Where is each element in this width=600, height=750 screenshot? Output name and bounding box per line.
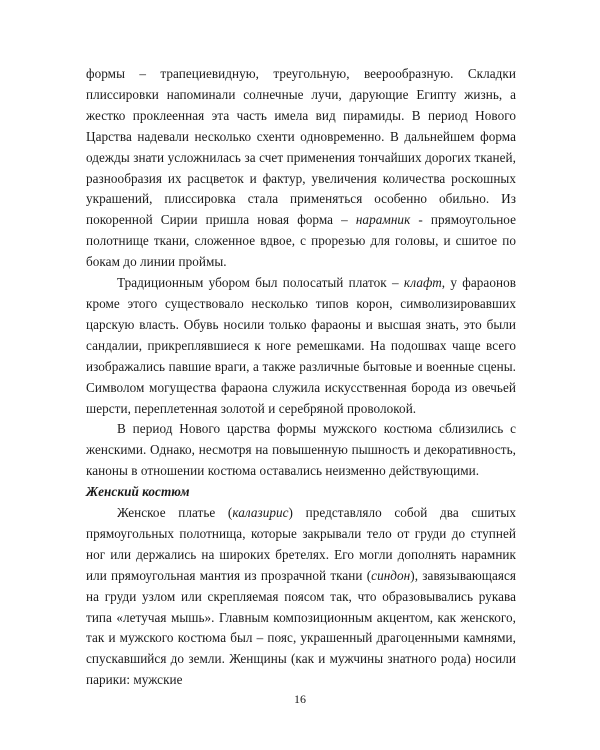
paragraph-4 <box>86 503 516 691</box>
paragraph-4-text-c: ), завязывающаяся на груди узлом или скрепляемая поясом так, что образовывались рукава типа «летучая мышь». Главным композиционным акцентом, как женского, так и мужского костюма был – пояс, украшенный драгоценными камнями, спускавшийся до земли. Женщины (как и мужчины знатного рода) носили парики: мужские <box>86 567 516 688</box>
section-heading: Женский костюм <box>86 484 190 500</box>
term-naramnik: нарамник <box>355 212 411 228</box>
paragraph-1 <box>86 64 516 273</box>
paragraph-2 <box>86 273 516 419</box>
paragraph-4-text-a: Женское платье ( <box>117 505 233 521</box>
paragraph-2-text-b: , у фараонов кроме этого существовало несколько типов корон, символизировавших царскую власть. Обувь носили только фараоны и высшая знать, это были сандалии, прикреплявшиеся к ноге ремешками. На подошвах чаще всего изображались павшие враги, а также различные бытовые и военные сцены. Символом могущества фараона служила искусственная борода из овечьей шерсти, переплетенная золотой и серебряной проволокой. <box>86 275 517 416</box>
term-kalaziris: калазирис <box>232 505 289 521</box>
paragraph-1-text-b: - прямоугольное полотнище ткани, сложенное вдвое, с прорезью для головы, и сшитое по бокам до линии проймы. <box>86 212 517 270</box>
page-number: 16 <box>294 692 306 706</box>
term-sindon: синдон <box>371 567 411 583</box>
body-text <box>86 64 516 691</box>
term-klaft: клафт <box>403 275 442 291</box>
paragraph-3: В период Нового царства формы мужского костюма сблизились с женскими. Однако, несмотря на повышенную пышность и декоративность, каноны в отношении костюма оставались неизменно действующими. <box>86 421 516 479</box>
paragraph-4-text-b: ) представляло собой два сшитых прямоугольных полотнища, которые закрывали тело от груди до ступней ног или держались на широких бретелях. Его могли дополнять нарамник или прямоугольная мантия из прозрачной ткани ( <box>86 505 516 583</box>
paragraph-1-text-a: формы – трапециевидную, треугольную, веерообразную. Складки плиссировки напоминали солнечные лучи, дарующие Египту жизнь, а жестко проклеенная эта часть имела вид пирамиды. В период Нового Царства надевали несколько схенти одновременно. В дальнейшем форма одежды знати усложнилась за счет применения тончайших дорогих тканей, разнообразия их расцветок и фактур, увеличения количества роскошных украшений, плиссировка стала применяться особенно обильно. Из покоренной Сирии пришла новая форма – <box>86 66 516 228</box>
paragraph-2-text-a: Традиционным убором был полосатый платок – <box>117 275 404 291</box>
